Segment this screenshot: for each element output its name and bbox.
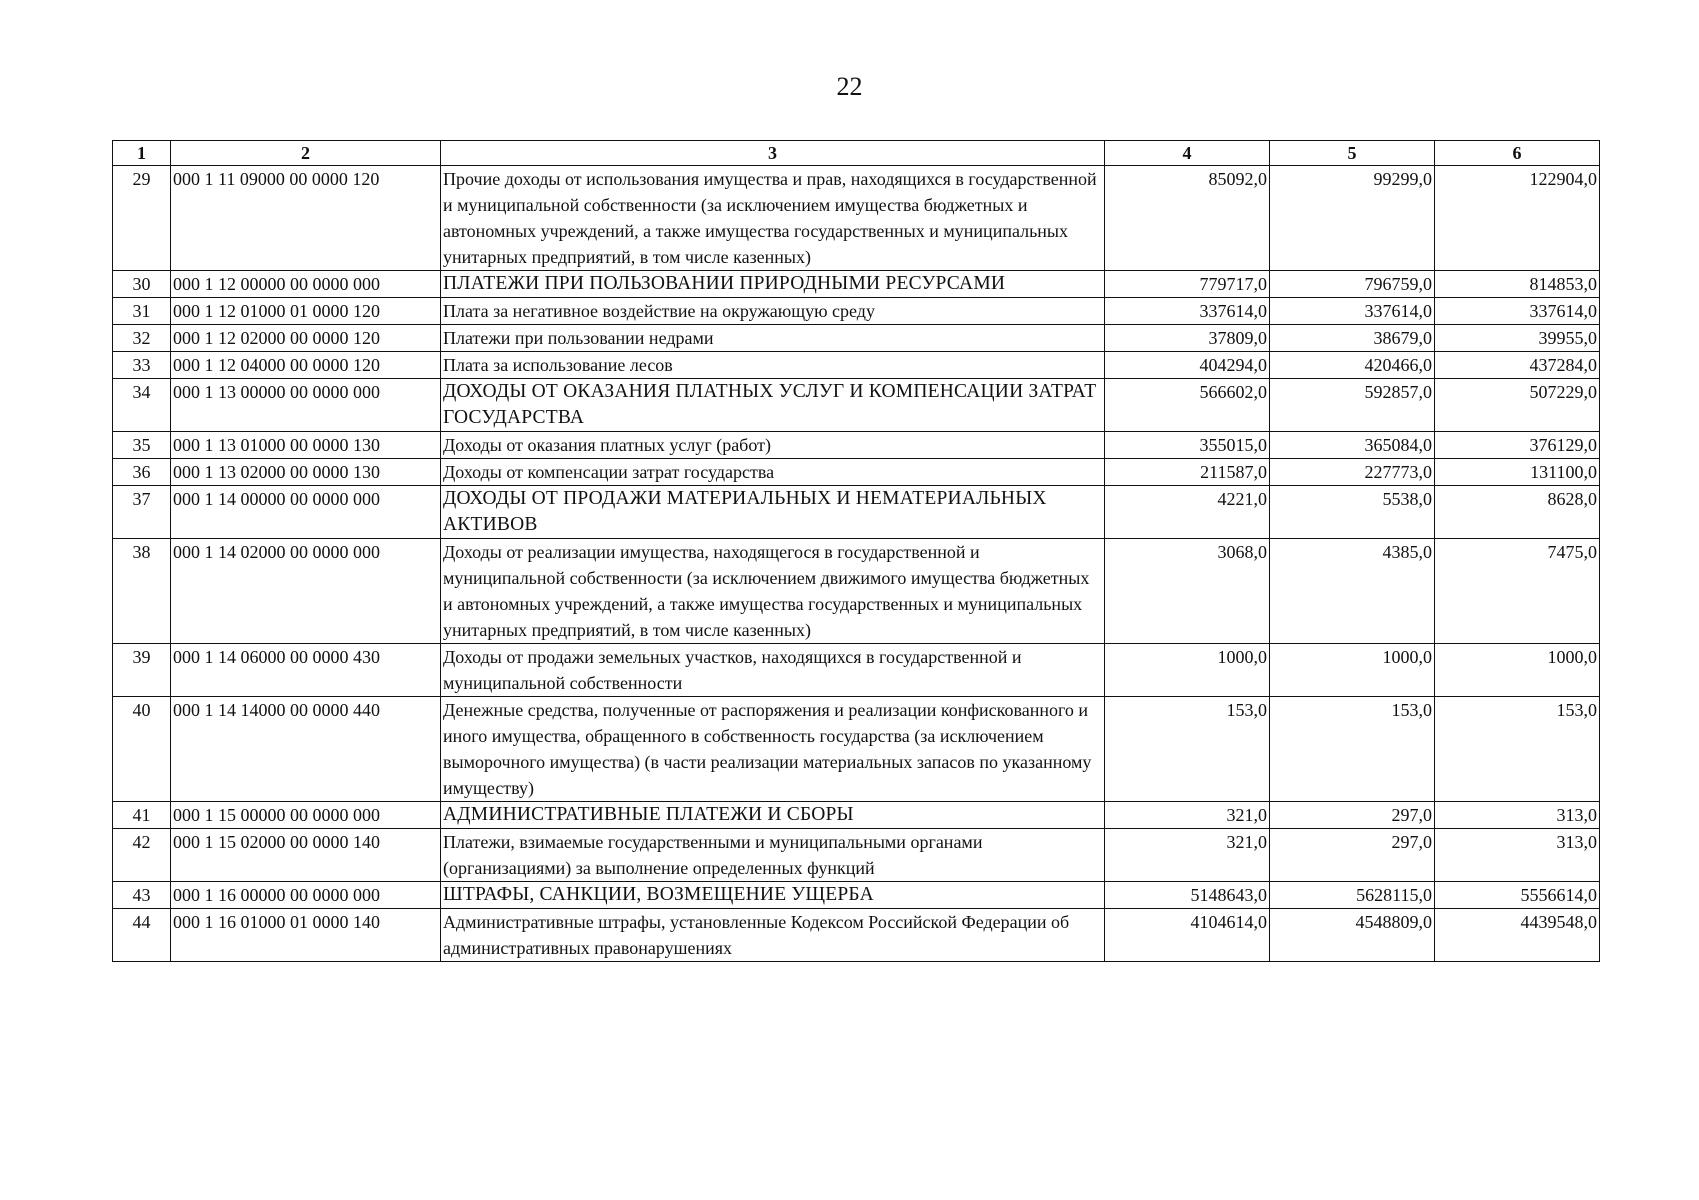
budget-code: 000 1 14 14000 00 0000 440 [171, 697, 441, 802]
value-col-6: 1000,0 [1435, 644, 1600, 697]
budget-code: 000 1 14 06000 00 0000 430 [171, 644, 441, 697]
revenue-name: Прочие доходы от использования имущества и прав, находящихся в государственной и муниципальной собственности (за исключением имущества бюджетных и автономных учреждений, а также имущества государственных и муниципальных унитарных предприятий, в том числе казенных) [441, 166, 1105, 271]
value-col-6: 376129,0 [1435, 432, 1600, 459]
value-col-6: 7475,0 [1435, 539, 1600, 644]
revenue-name: Доходы от оказания платных услуг (работ) [441, 432, 1105, 459]
row-number: 33 [113, 352, 171, 379]
revenue-name: Денежные средства, полученные от распоряжения и реализации конфискованного и иного имущества, обращенного в собственность государства (за исключением выморочного имущества) (в части реализации материальных запасов по указанному имуществу) [441, 697, 1105, 802]
table-row [113, 298, 1600, 325]
budget-code: 000 1 14 02000 00 0000 000 [171, 539, 441, 644]
row-number: 32 [113, 325, 171, 352]
table-row [113, 379, 1600, 432]
budget-code: 000 1 15 00000 00 0000 000 [171, 802, 441, 829]
header-col-2: 2 [171, 141, 441, 166]
value-col-5: 592857,0 [1270, 379, 1435, 432]
row-number: 36 [113, 459, 171, 486]
value-col-5: 337614,0 [1270, 298, 1435, 325]
value-col-5: 38679,0 [1270, 325, 1435, 352]
budget-code: 000 1 12 01000 01 0000 120 [171, 298, 441, 325]
table-row [113, 486, 1600, 539]
value-col-6: 5556614,0 [1435, 882, 1600, 909]
value-col-4: 37809,0 [1105, 325, 1270, 352]
table-row [113, 882, 1600, 909]
revenue-name: ШТРАФЫ, САНКЦИИ, ВОЗМЕЩЕНИЕ УЩЕРБА [441, 882, 1105, 909]
budget-code: 000 1 12 04000 00 0000 120 [171, 352, 441, 379]
value-col-6: 814853,0 [1435, 271, 1600, 298]
value-col-4: 1000,0 [1105, 644, 1270, 697]
revenue-name: Доходы от реализации имущества, находящегося в государственной и муниципальной собственности (за исключением движимого имущества бюджетных и автономных учреждений, а также имущества государственных и муниципальных унитарных предприятий, в том числе казенных) [441, 539, 1105, 644]
table-row [113, 325, 1600, 352]
table-row [113, 539, 1600, 644]
table-row [113, 166, 1600, 271]
value-col-4: 4221,0 [1105, 486, 1270, 539]
header-col-5: 5 [1270, 141, 1435, 166]
value-col-5: 5628115,0 [1270, 882, 1435, 909]
revenue-name: Платежи, взимаемые государственными и муниципальными органами (организациями) за выполнение определенных функций [441, 829, 1105, 882]
row-number: 31 [113, 298, 171, 325]
budget-code: 000 1 15 02000 00 0000 140 [171, 829, 441, 882]
value-col-4: 5148643,0 [1105, 882, 1270, 909]
row-number: 35 [113, 432, 171, 459]
value-col-4: 779717,0 [1105, 271, 1270, 298]
value-col-4: 355015,0 [1105, 432, 1270, 459]
row-number: 41 [113, 802, 171, 829]
budget-code: 000 1 13 00000 00 0000 000 [171, 379, 441, 432]
value-col-4: 85092,0 [1105, 166, 1270, 271]
row-number: 38 [113, 539, 171, 644]
value-col-5: 153,0 [1270, 697, 1435, 802]
value-col-4: 211587,0 [1105, 459, 1270, 486]
revenue-name: Доходы от компенсации затрат государства [441, 459, 1105, 486]
value-col-5: 4548809,0 [1270, 909, 1435, 962]
table-row [113, 697, 1600, 802]
value-col-5: 5538,0 [1270, 486, 1435, 539]
revenue-name: ДОХОДЫ ОТ ПРОДАЖИ МАТЕРИАЛЬНЫХ И НЕМАТЕРИАЛЬНЫХ АКТИВОВ [441, 486, 1105, 539]
value-col-5: 796759,0 [1270, 271, 1435, 298]
value-col-4: 153,0 [1105, 697, 1270, 802]
header-row [113, 141, 1600, 166]
table-row [113, 271, 1600, 298]
revenue-name: Доходы от продажи земельных участков, находящихся в государственной и муниципальной собственности [441, 644, 1105, 697]
row-number: 30 [113, 271, 171, 298]
value-col-5: 99299,0 [1270, 166, 1435, 271]
value-col-4: 337614,0 [1105, 298, 1270, 325]
row-number: 34 [113, 379, 171, 432]
budget-code: 000 1 12 00000 00 0000 000 [171, 271, 441, 298]
row-number: 43 [113, 882, 171, 909]
table-row [113, 829, 1600, 882]
header-col-3: 3 [441, 141, 1105, 166]
budget-code: 000 1 13 02000 00 0000 130 [171, 459, 441, 486]
row-number: 39 [113, 644, 171, 697]
value-col-6: 4439548,0 [1435, 909, 1600, 962]
value-col-6: 8628,0 [1435, 486, 1600, 539]
revenue-name: Платежи при пользовании недрами [441, 325, 1105, 352]
value-col-6: 131100,0 [1435, 459, 1600, 486]
budget-code: 000 1 12 02000 00 0000 120 [171, 325, 441, 352]
value-col-5: 1000,0 [1270, 644, 1435, 697]
revenue-name: Административные штрафы, установленные Кодексом Российской Федерации об административных правонарушениях [441, 909, 1105, 962]
value-col-4: 404294,0 [1105, 352, 1270, 379]
value-col-4: 321,0 [1105, 802, 1270, 829]
row-number: 29 [113, 166, 171, 271]
value-col-6: 313,0 [1435, 802, 1600, 829]
row-number: 40 [113, 697, 171, 802]
revenue-name: ДОХОДЫ ОТ ОКАЗАНИЯ ПЛАТНЫХ УСЛУГ И КОМПЕНСАЦИИ ЗАТРАТ ГОСУДАРСТВА [441, 379, 1105, 432]
budget-code: 000 1 11 09000 00 0000 120 [171, 166, 441, 271]
value-col-4: 3068,0 [1105, 539, 1270, 644]
table-row [113, 644, 1600, 697]
table-body [113, 166, 1600, 962]
value-col-6: 313,0 [1435, 829, 1600, 882]
table-row [113, 352, 1600, 379]
value-col-6: 122904,0 [1435, 166, 1600, 271]
row-number: 37 [113, 486, 171, 539]
value-col-6: 507229,0 [1435, 379, 1600, 432]
value-col-5: 365084,0 [1270, 432, 1435, 459]
value-col-4: 566602,0 [1105, 379, 1270, 432]
value-col-5: 4385,0 [1270, 539, 1435, 644]
revenue-table [112, 140, 1600, 962]
value-col-6: 153,0 [1435, 697, 1600, 802]
revenue-name: Плата за использование лесов [441, 352, 1105, 379]
value-col-5: 297,0 [1270, 802, 1435, 829]
table-row [113, 432, 1600, 459]
value-col-4: 4104614,0 [1105, 909, 1270, 962]
budget-code: 000 1 14 00000 00 0000 000 [171, 486, 441, 539]
revenue-name: ПЛАТЕЖИ ПРИ ПОЛЬЗОВАНИИ ПРИРОДНЫМИ РЕСУРСАМИ [441, 271, 1105, 298]
table-row [113, 459, 1600, 486]
value-col-4: 321,0 [1105, 829, 1270, 882]
revenue-name: Плата за негативное воздействие на окружающую среду [441, 298, 1105, 325]
value-col-6: 39955,0 [1435, 325, 1600, 352]
budget-code: 000 1 16 01000 01 0000 140 [171, 909, 441, 962]
value-col-5: 227773,0 [1270, 459, 1435, 486]
budget-code: 000 1 13 01000 00 0000 130 [171, 432, 441, 459]
revenue-name: АДМИНИСТРАТИВНЫЕ ПЛАТЕЖИ И СБОРЫ [441, 802, 1105, 829]
value-col-6: 337614,0 [1435, 298, 1600, 325]
header-col-4: 4 [1105, 141, 1270, 166]
value-col-6: 437284,0 [1435, 352, 1600, 379]
budget-code: 000 1 16 00000 00 0000 000 [171, 882, 441, 909]
header-col-6: 6 [1435, 141, 1600, 166]
row-number: 42 [113, 829, 171, 882]
value-col-5: 420466,0 [1270, 352, 1435, 379]
table-row [113, 802, 1600, 829]
page-number: 22 [836, 72, 863, 101]
header-col-1: 1 [113, 141, 171, 166]
row-number: 44 [113, 909, 171, 962]
table-row [113, 909, 1600, 962]
value-col-5: 297,0 [1270, 829, 1435, 882]
